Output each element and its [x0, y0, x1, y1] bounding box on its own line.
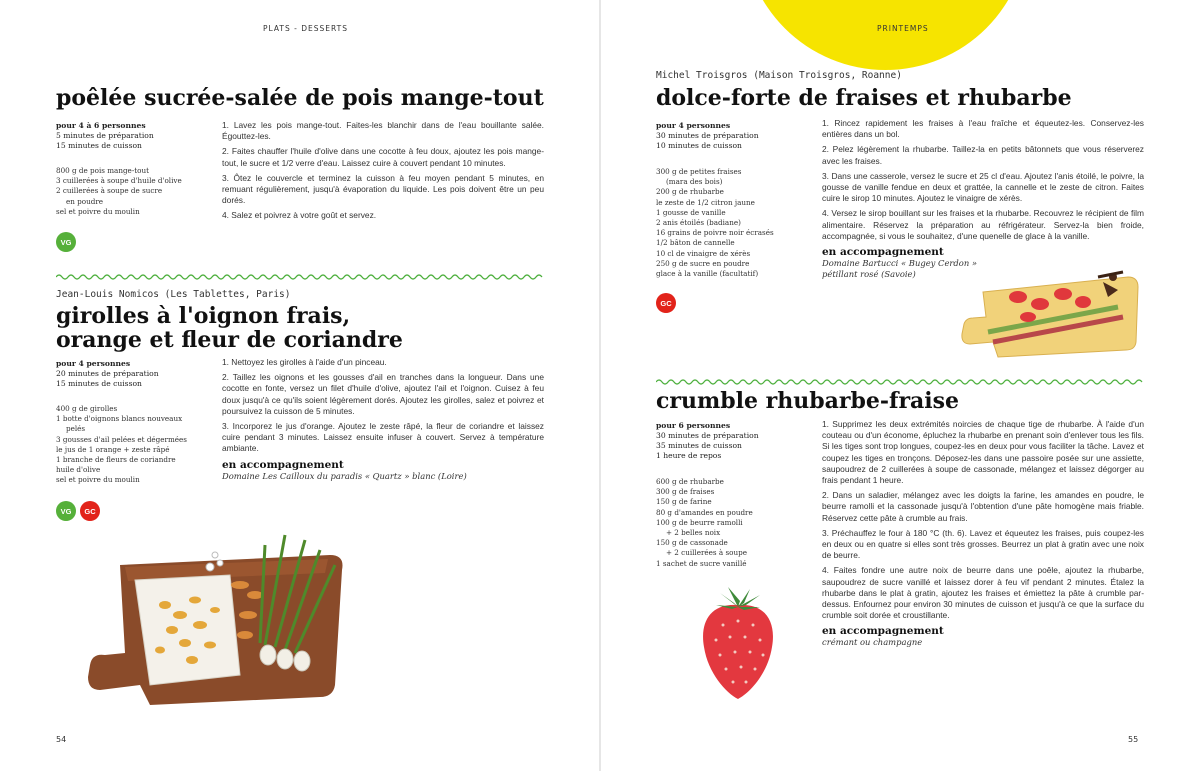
servings: pour 4 à 6 personnes	[56, 121, 146, 130]
cook-time: 10 minutes de cuisson	[656, 141, 742, 150]
left-page-number: 54	[56, 735, 67, 744]
ingredient: le zeste de 1/2 citron jaune	[656, 197, 755, 207]
cutting-board-girolles-illustration	[80, 525, 355, 720]
ingredient: 2 cuillerées à soupe de sucre	[56, 186, 163, 196]
ingredient: sel et poivre du moulin	[56, 475, 140, 485]
ingredient: 3 gousses d'ail pelées et dégermées	[56, 434, 187, 444]
strawberry-rhubarb-board-illustration	[958, 262, 1143, 372]
ingredient: huile d'olive	[56, 465, 101, 475]
ingredient: 300 g de petites fraises	[656, 167, 742, 176]
step: 2. Taillez les oignons et les gousses d'ail en tranches dans la longueur. Dans une cocotte en fonte, versez un filet d'huile d'olive, ajoutez l'ail et l'oignon. Cuisez à feu doux jusqu'à ce qu'ils soient légèrement dorés. Ajoutez les girolles, salez et poivrez et poursuivez la cuisson de 5 minutes.	[222, 372, 544, 416]
step: 4. Versez le sirop bouillant sur les fraises et la rhubarbe. Recouvrez le récipient de film alimentaire. Réservez la préparation au réfrigérateur. Servez-la bien froide, accompagnée, si vous le souhaitez, d'une quenelle de glace à la vanille.	[822, 208, 1144, 241]
recipe-title-dolce-forte: dolce-forte de fraises et rhubarbe	[656, 85, 1072, 111]
wine-pairing: pétillant rosé (Savoie)	[822, 269, 916, 280]
ingredient: 250 g de sucre en poudre	[656, 258, 750, 268]
yellow-sun-circle	[743, 0, 1028, 70]
step: 3. Dans une casserole, versez le sucre et 25 cl d'eau. Ajoutez l'anis étoilé, le poivre, la gousse de vanille fendue en deux et grattée, la cannelle et le zeste de citron. Faites cuire le sirop 10 minutes. Ajoutez le vinaigre de xérès.	[822, 170, 1144, 204]
ingredient: 3 cuillerées à soupe d'huile d'olive	[56, 176, 182, 186]
right-running-head: PRINTEMPS	[877, 24, 929, 33]
section-divider	[56, 273, 544, 281]
recipe-meta-poelee	[56, 121, 154, 151]
ingredient: en poudre	[66, 196, 104, 206]
gc-badge: GC	[80, 501, 100, 521]
ingredient: 150 g de cassonade	[656, 538, 728, 548]
recipe-title-poelee: poêlée sucrée-salée de pois mange-tout	[56, 85, 544, 111]
gc-badge: GC	[656, 293, 676, 313]
rest-time: 1 heure de repos	[656, 451, 722, 460]
ingredient: 400 g de girolles	[56, 404, 118, 413]
prep-time: 5 minutes de préparation	[56, 131, 154, 140]
ingredient: + 2 belles noix	[666, 528, 721, 538]
step: 2. Pelez légèrement la rhubarbe. Taillez-la en petits bâtonnets que vous réserverez avec les fraises.	[822, 144, 1144, 166]
title-line: girolles à l'oignon frais,	[56, 303, 351, 329]
section-divider	[656, 378, 1144, 386]
ingredient-list-crumble	[656, 477, 753, 569]
chef-credit: Jean-Louis Nomicos (Les Tablettes, Paris)	[56, 289, 291, 300]
ingredient-list-dolce-forte	[656, 167, 774, 279]
step: 1. Supprimez les deux extrémités noircies de chaque tige de rhubarbe. À l'aide d'un couteau ou d'un économe, épluchez la rhubarbe en prenant soin d'enlever tous les fils. Si les tiges sont trop longues, coupez-les en deux pour vous faciliter la tâche. Lavez et coupez les tiges en tronçons. Déposez-les dans une passoire posée sur une assiette, saupoudrez de 2 cuillerées à soupe de cassonade, mélangez et laissez dégorger au frais pendant 1 heure.	[822, 419, 1144, 486]
recipe-title-girolles	[56, 304, 403, 352]
ingredient: glace à la vanille (facultatif)	[656, 269, 759, 279]
recipe-title-crumble: crumble rhubarbe-fraise	[656, 388, 960, 414]
left-running-head: PLATS - DESSERTS	[263, 24, 349, 33]
ingredient: 1 gousse de vanille	[656, 207, 726, 217]
servings: pour 6 personnes	[656, 421, 731, 430]
ingredient: (mara des bois)	[666, 177, 723, 187]
ingredient: 800 g de pois mange-tout	[56, 166, 149, 175]
servings: pour 4 personnes	[56, 359, 131, 368]
step: 2. Faites chauffer l'huile d'olive dans une cocotte à feu doux, ajoutez les pois mange-tout, le sucre et 1/2 verre d'eau. Laissez cuire à couvert pendant 10 minutes.	[222, 146, 544, 168]
ingredient: 1 sachet de sucre vanillé	[656, 558, 747, 568]
ingredient: 300 g de fraises	[656, 487, 715, 497]
recipe-meta-dolce-forte	[656, 121, 759, 151]
ingredient: 80 g d'amandes en poudre	[656, 507, 753, 517]
step: 4. Faites fondre une autre noix de beurre dans une poêle, ajoutez la rhubarbe, saupoudrez de sucre vanillé et laissez dorer à feu vif pendant 2 minutes. Étalez la rhubarbe dans le plat à gratin, ajoutez les fraises et émiettez la pâte à crumble par-dessus. Enfournez pour environ 30 minutes de cuisson et jusqu'à ce que la surface du crumble soit dorée et croustillante.	[822, 565, 1144, 621]
wine-pairing: Domaine Bartucci « Bugey Cerdon »	[822, 258, 978, 269]
step: 1. Lavez les pois mange-tout. Faites-les blanchir dans de l'eau bouillante salée. Égouttez-les.	[222, 120, 544, 142]
pairing-title: en accompagnement	[822, 246, 944, 259]
recipe-meta-girolles	[56, 359, 159, 389]
pairing-title: en accompagnement	[222, 458, 344, 471]
ingredient: pelés	[66, 424, 86, 434]
ingredient-list-girolles	[56, 404, 187, 486]
steps-poelee	[222, 120, 544, 226]
chef-credit: Michel Troisgros (Maison Troisgros, Roanne)	[656, 70, 902, 81]
ingredient: sel et poivre du moulin	[56, 206, 140, 216]
title-line: orange et fleur de coriandre	[56, 327, 403, 353]
ingredient: 2 anis étoilés (badiane)	[656, 218, 741, 228]
prep-time: 30 minutes de préparation	[656, 131, 759, 140]
ingredient: 1 branche de fleurs de coriandre	[56, 455, 176, 465]
prep-time: 30 minutes de préparation	[656, 431, 759, 440]
servings: pour 4 personnes	[656, 121, 731, 130]
step: 4. Salez et poivrez à votre goût et servez.	[222, 210, 377, 221]
ingredient: 1 botte d'oignons blancs nouveaux	[56, 414, 183, 424]
vg-badge: VG	[56, 501, 76, 521]
wine-pairing: Domaine Les Cailloux du paradis « Quartz » blanc (Loire)	[222, 470, 467, 481]
ingredient: 100 g de beurre ramolli	[656, 517, 743, 527]
right-page-number: 55	[1128, 735, 1139, 744]
ingredient: + 2 cuillerées à soupe	[666, 548, 747, 558]
ingredient: 150 g de farine	[656, 497, 712, 507]
page-gutter	[599, 0, 601, 771]
ingredient: 600 g de rhubarbe	[656, 477, 724, 486]
ingredient-list-poelee	[56, 166, 182, 217]
steps-crumble	[822, 419, 1144, 648]
steps-girolles	[222, 357, 544, 482]
step: 1. Nettoyez les girolles à l'aide d'un pinceau.	[222, 357, 387, 367]
cook-time: 15 minutes de cuisson	[56, 141, 142, 150]
ingredient: 10 cl de vinaigre de xérès	[656, 248, 751, 258]
ingredient: 1/2 bâton de cannelle	[656, 238, 735, 248]
wine-pairing: crémant ou champagne	[822, 637, 923, 648]
pairing-title: en accompagnement	[822, 625, 944, 638]
prep-time: 20 minutes de préparation	[56, 369, 159, 378]
strawberry-illustration	[698, 585, 778, 705]
ingredient: 16 grains de poivre noir écrasés	[656, 228, 774, 238]
steps-dolce-forte	[822, 118, 1144, 280]
ingredient: le jus de 1 orange + zeste râpé	[56, 444, 170, 454]
step: 3. Préchauffez le four à 180 °C (th. 6). Lavez et équeutez les fraises, puis coupez-les en deux ou en quatre si elles sont très grosses. Beurrez un plat à gratin avec une noix de beurre.	[822, 527, 1144, 561]
recipe-meta-crumble	[656, 421, 759, 461]
step: 3. Incorporez le jus d'orange. Ajoutez le zeste râpé, la fleur de coriandre et laissez cuire pendant 3 minutes. Laissez ensuite infuser à couvert. Servez à température ambiante.	[222, 421, 544, 454]
cook-time: 35 minutes de cuisson	[656, 441, 742, 450]
step: 3. Ôtez le couvercle et terminez la cuisson à feu moyen pendant 5 minutes, en remuant régulièrement, jusqu'à évaporation du liquide. Les pois doivent être un peu dorés.	[222, 172, 544, 206]
vg-badge: VG	[56, 232, 76, 252]
step: 2. Dans un saladier, mélangez avec les doigts la farine, les amandes en poudre, le beurre ramolli et la cassonade jusqu'à l'obtention d'une pâte homogène mais friable. Réservez cette pâte à crumble au frais.	[822, 490, 1144, 523]
step: 1. Rincez rapidement les fraises à l'eau fraîche et équeutez-les. Conservez-les entières dans un bol.	[822, 118, 1144, 140]
cook-time: 15 minutes de cuisson	[56, 379, 142, 388]
ingredient: 200 g de rhubarbe	[656, 187, 724, 197]
